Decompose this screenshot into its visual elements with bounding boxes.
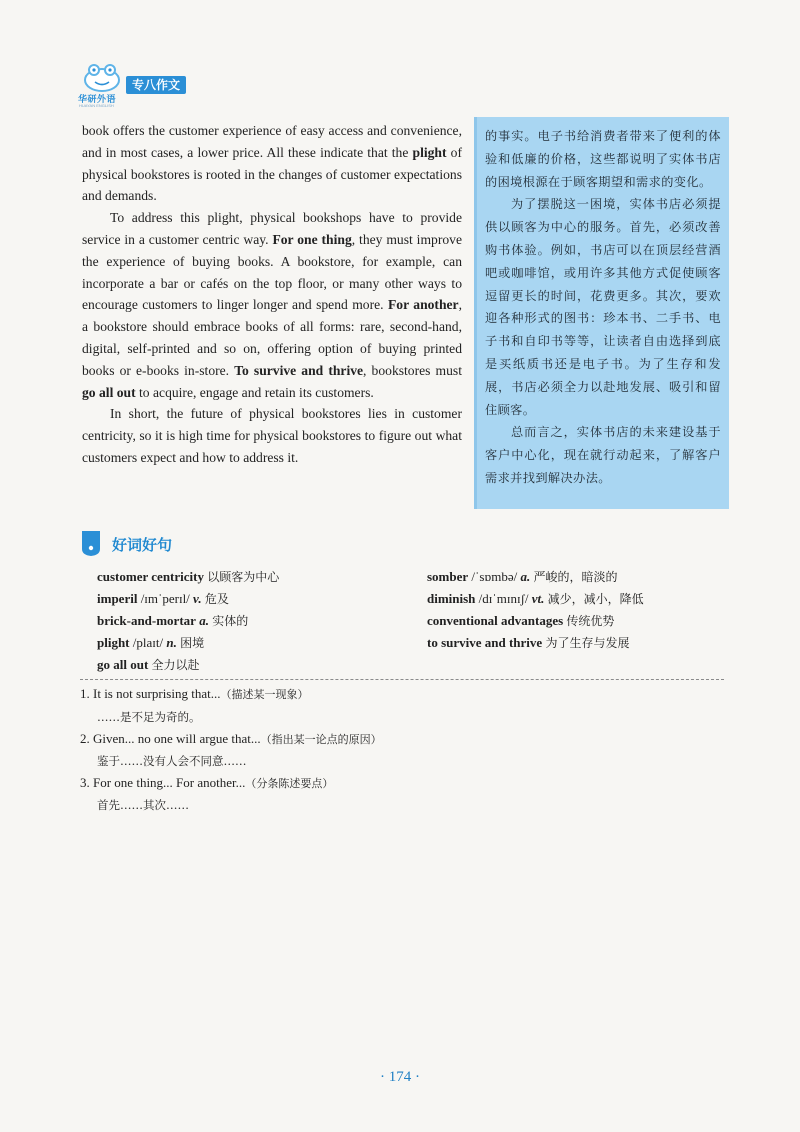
vocab-item: somber /ˈsɒmbə/ a. 严峻的，暗淡的 [427,569,618,584]
vocab-item: to survive and thrive 为了生存与发展 [427,635,630,650]
essay-paragraph-3: In short, the future of physical bookstores lies in customer centricity, so it is high time for physical bookstores to figure out what customers expect and how to address it. [82,406,462,465]
vocab-item: imperil /ɪmˈperɪl/ v. 危及 [97,591,229,606]
sentence-pattern: 1. It is not surprising that...（描述某一现象） [80,686,309,701]
essay-paragraph-1: book offers the customer experience of easy access and convenience, and in most cases, a lower price. All these indicate that the plight of physical bookstores is rooted in the changes of customer expectations and demands. [82,123,462,204]
keyword: For another [387,297,459,313]
logo-subtext: HUAYAN ENGLISH [79,103,114,108]
english-essay [82,120,462,469]
translation-paragraph-2: 为了摆脱这一困境，实体书店必须提供以顾客为中心的服务。首先，必须改善购书体验。例如，书店可以在顶层经营酒吧或咖啡馆，或用许多其他方式促使顾客逗留更长的时间，花费更多。其次，要欢迎各种形式的图书：珍本书、二手书、电子书和自印书等等，让读者自由选择到底是买纸质书还是电子书。为了生存和发展，书店必须全力以赴地发展、吸引和留住顾客。 [485,197,721,417]
page-number: · 174 · [380,1069,420,1085]
logo-text: 华研外语 [78,94,117,104]
translation-paragraph-3: 总而言之，实体书店的未来建设基于客户中心化，现在就行动起来，了解客户需求并找到解决办法。 [485,425,721,485]
sentence-translation: 鉴于……没有人会不同意…… [97,754,247,768]
keyword: go all out [82,384,136,400]
publisher-logo-icon [82,60,122,94]
translation-paragraph-1: 的事实。电子书给消费者带来了便利的体验和低廉的价格，这些都说明了实体书店的困境根源在于顾客期望和需求的变化。 [485,129,721,189]
vocab-item: diminish /dɪˈmɪnɪʃ/ vt. 减少，减小，降低 [427,591,644,606]
vocab-item: conventional advantages 传统优势 [427,613,615,628]
section-tag: 专八作文 [126,76,186,94]
dashed-divider [80,679,724,680]
sentence-pattern: 3. For one thing... For another...（分条陈述要点） [80,775,334,790]
keyword: For one thing [272,231,352,247]
sentence-translation: 首先……其次…… [97,798,189,812]
vocab-item: go all out 全力以赴 [97,657,200,672]
keyword: plight [412,144,447,160]
sentence-translation: ……是不足为奇的。 [97,710,201,724]
translation-box [474,117,729,509]
vocab-item: plight /plaɪt/ n. 困境 [97,635,205,650]
bookmark-badge-icon [80,531,102,557]
vocab-item: brick-and-mortar a. 实体的 [97,613,249,628]
vocab-title: 好词好句 [112,536,173,554]
vocab-item: customer centricity 以顾客为中心 [97,569,280,584]
sentence-pattern: 2. Given... no one will argue that...（指出某一论点的原因） [80,731,382,746]
essay-paragraph-2: To address this plight, physical bookshops have to provide service in a customer centric way. For one thing, they must improve the experience of buying books. A bookstore, for example, can incorporate a bar or cafés on the top floor, or many other ways to encourage customers to linger longer and spend more. For another, a bookstore should embrace books of all forms: rare, second-hand, digital, self-printed and so on, offering option of buying printed books or e-books in-store. To survive and thrive, bookstores must go all out to acquire, engage and retain its customers. [82,210,462,400]
keyword: To survive and thrive [234,362,364,378]
